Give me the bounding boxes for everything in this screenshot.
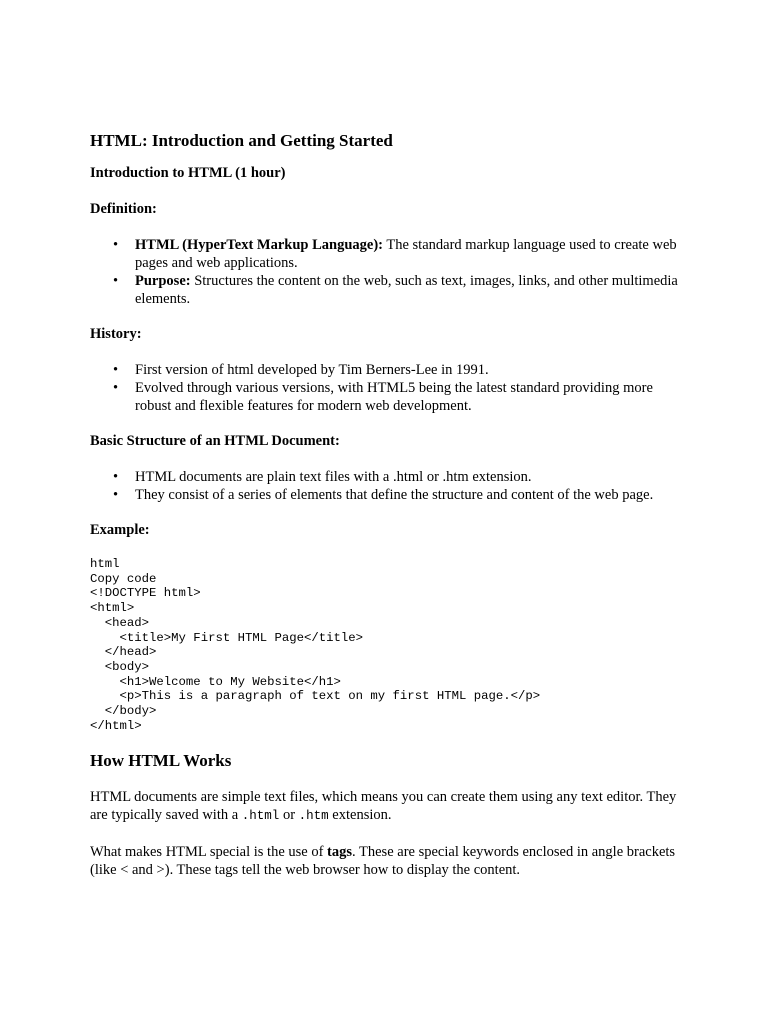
definition-term: HTML (HyperText Markup Language): [135,237,383,253]
list-item [113,361,690,379]
document-title: HTML: Introduction and Getting Started [90,131,393,150]
code-line: html [90,557,120,571]
bullet-icon: • [113,469,119,485]
code-line: </head> [90,645,157,660]
list-item [113,468,690,486]
structure-list [90,468,690,504]
copy-code-button[interactable]: Copy code [90,571,157,586]
bullet-icon: • [113,237,119,253]
code-line: <!DOCTYPE html> [90,586,201,601]
how-html-works-heading: How HTML Works [90,751,232,771]
history-text: Evolved through various versions, with HTML5 being the latest standard providing more robust and flexible features for modern web development. [135,380,653,414]
code-line: <title>My First HTML Page</title> [90,630,364,645]
how-text: HTML documents are simple text files, which means you can create them using any text editor. They are typically saved with a [90,789,677,824]
how-paragraph-2 [90,843,690,879]
document-page [90,128,690,879]
definition-text: Structures the content on the web, such as text, images, links, and other multimedia elements. [135,273,678,307]
code-line: <html> [90,601,135,616]
intro-heading: Introduction to HTML (1 hour) [90,165,286,181]
inline-code: .htm [298,809,329,824]
history-heading: History: [90,326,142,342]
inline-code: .html [241,809,280,824]
list-item [113,272,690,308]
bullet-icon: • [113,362,119,378]
structure-heading: Basic Structure of an HTML Document: [90,433,340,449]
how-paragraph-1 [90,788,690,825]
history-text: First version of html developed by Tim Berners-Lee in 1991. [135,362,489,378]
code-block [90,557,690,733]
definition-term: Purpose: [135,273,191,289]
bullet-icon: • [113,487,119,503]
definition-list [90,236,690,308]
code-line: <h1>Welcome to My Website</h1> [90,674,341,689]
history-list [90,361,690,415]
list-item [113,486,690,504]
structure-text: They consist of a series of elements that define the structure and content of the web page. [135,487,654,503]
code-line: <head> [90,615,150,630]
list-item [113,236,690,272]
code-line: <p>This is a paragraph of text on my first HTML page.</p> [90,689,541,704]
bullet-icon: • [113,380,119,396]
structure-text: HTML documents are plain text files with a .html or .htm extension. [135,469,532,485]
how-text: . These are special keywords enclosed in angle brackets (like < and >). These tags tell the web browser how to display the content. [90,844,676,879]
how-text: or [279,807,299,824]
how-text: What makes HTML special is the use of [90,844,328,861]
code-line: </html> [90,718,142,733]
tags-term: tags [327,844,353,861]
code-line: <body> [90,659,150,674]
how-text: extension. [328,807,392,824]
code-line: </body> [90,704,157,719]
example-heading: Example: [90,522,150,538]
bullet-icon: • [113,273,119,289]
definition-text: The standard markup language used to create web pages and web applications. [135,237,677,271]
definition-heading: Definition: [90,201,157,217]
list-item [113,379,690,415]
